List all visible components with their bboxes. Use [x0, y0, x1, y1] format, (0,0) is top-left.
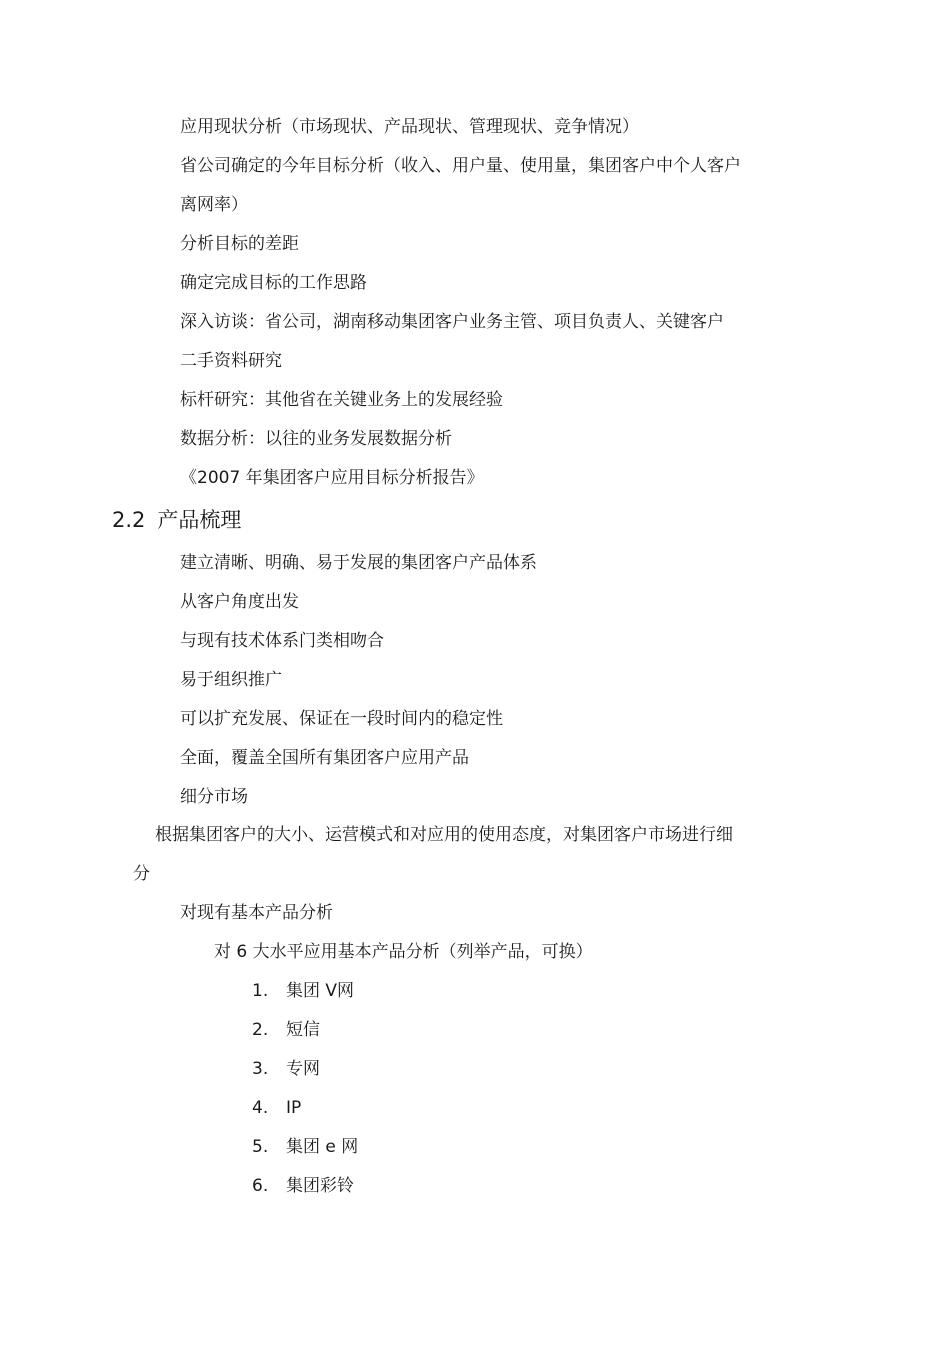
list-label: 集团彩铃: [286, 1176, 354, 1196]
text-line: 省公司确定的今年目标分析（收入、用户量、使用量，集团客户中个人客户: [180, 156, 741, 176]
list-number: 4.: [252, 1098, 269, 1118]
section-title: 产品梳理: [157, 508, 242, 532]
list-item: [252, 1058, 320, 1080]
list-number: 2.: [252, 1020, 269, 1040]
list-label: 集团 V网: [286, 981, 355, 1001]
list-label: 集团 e 网: [286, 1137, 359, 1157]
text-line: 全面，覆盖全国所有集团客户应用产品: [180, 748, 469, 768]
text-line: 建立清晰、明确、易于发展的集团客户产品体系: [180, 553, 537, 573]
text-line: 从客户角度出发: [180, 592, 299, 612]
list-number: 5.: [252, 1137, 269, 1157]
paragraph-line: 根据集团客户的大小、运营模式和对应用的使用态度，对集团客户市场进行细: [155, 825, 733, 845]
text-line: 细分市场: [180, 787, 248, 807]
text-line: 深入访谈：省公司，湖南移动集团客户业务主管、项目负责人、关键客户: [180, 312, 724, 332]
list-number: 3.: [252, 1059, 269, 1079]
text-line: 可以扩充发展、保证在一段时间内的稳定性: [180, 709, 503, 729]
list-label: IP: [286, 1098, 302, 1118]
text-line: 分析目标的差距: [180, 234, 299, 254]
list-item: [252, 1175, 354, 1197]
section-heading: [112, 507, 241, 533]
text-line: 应用现状分析（市场现状、产品现状、管理现状、竞争情况）: [180, 117, 639, 137]
section-number: 2.2: [112, 508, 146, 532]
sub-sub-heading: 对 6 大水平应用基本产品分析（列举产品，可换）: [214, 942, 593, 962]
sub-heading: 对现有基本产品分析: [180, 903, 333, 923]
text-line: 标杆研究：其他省在关键业务上的发展经验: [180, 390, 503, 410]
text-line: 二手资料研究: [180, 351, 282, 371]
list-label: 专网: [286, 1059, 320, 1079]
text-line: 与现有技术体系门类相吻合: [180, 631, 384, 651]
list-number: 1.: [252, 981, 269, 1001]
text-line: 易于组织推广: [180, 670, 282, 690]
text-line: 确定完成目标的工作思路: [180, 273, 367, 293]
list-item: [252, 1136, 358, 1158]
list-item: [252, 1097, 301, 1119]
list-number: 6.: [252, 1176, 269, 1196]
list-label: 短信: [286, 1020, 320, 1040]
report-title: 《2007 年集团客户应用目标分析报告》: [180, 468, 484, 488]
text-line: 数据分析：以往的业务发展数据分析: [180, 429, 452, 449]
list-item: [252, 1019, 320, 1041]
text-line: 离网率）: [180, 195, 248, 215]
paragraph-line: 分: [133, 864, 150, 884]
list-item: [252, 980, 354, 1002]
